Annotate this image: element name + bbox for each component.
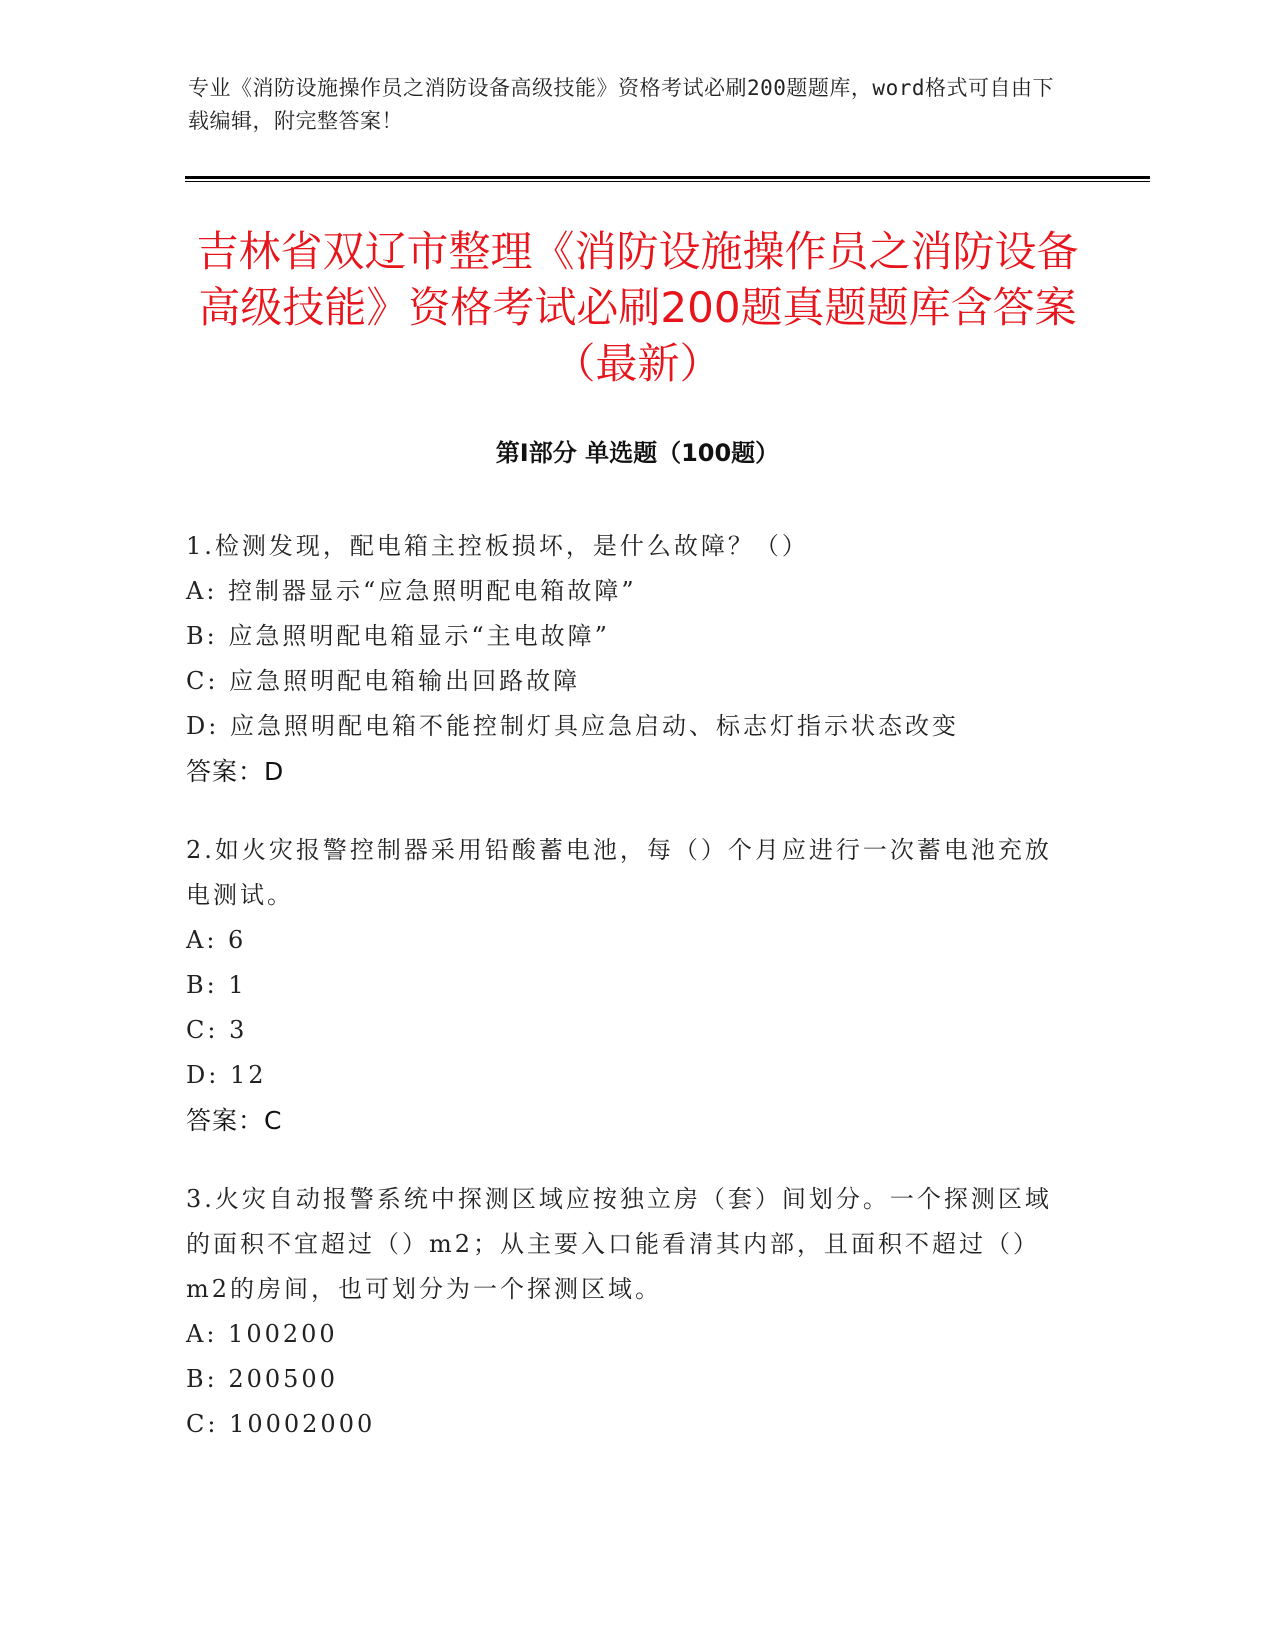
option-b: B: 1: [186, 971, 247, 999]
option-a: A: 6: [186, 926, 247, 954]
question-stem: 2.如火灾报警控制器采用铅酸蓄电池，每（）个月应进行一次蓄电池充放电测试。: [186, 836, 1052, 909]
section-title: 第I部分 单选题（100题）: [495, 439, 780, 467]
option-b: B: 应急照明配电箱显示“主电故障”: [186, 622, 610, 650]
question-1: [186, 524, 1066, 794]
answer-line: 答案：D: [186, 757, 285, 786]
option-c: C: 3: [186, 1016, 248, 1044]
question-list: [186, 524, 1066, 1481]
question-3: [186, 1177, 1066, 1447]
header-note: 专业《消防设施操作员之消防设备高级技能》资格考试必刷200题题库，word格式可自由下载编辑，附完整答案！: [188, 76, 1054, 133]
option-c: C: 10002000: [186, 1410, 376, 1438]
option-a: A: 100200: [186, 1320, 338, 1348]
option-c: C: 应急照明配电箱输出回路故障: [186, 667, 581, 695]
header-divider-thick: [185, 176, 1150, 179]
question-2: [186, 828, 1066, 1143]
question-stem: 1.检测发现，配电箱主控板损坏，是什么故障？（）: [186, 532, 809, 560]
option-d: D: 应急照明配电箱不能控制灯具应急启动、标志灯指示状态改变: [186, 712, 959, 740]
option-b: B: 200500: [186, 1365, 338, 1393]
question-stem: 3.火灾自动报警系统中探测区域应按独立房（套）间划分。一个探测区域的面积不宜超过（）m2；从主要入口能看清其内部，且面积不超过（）m2的房间，也可划分为一个探测区域。: [186, 1185, 1052, 1303]
option-a: A: 控制器显示“应急照明配电箱故障”: [186, 577, 637, 605]
document-title: 吉林省双辽市整理《消防设施操作员之消防设备高级技能》资格考试必刷200题真题题库含答案（最新）: [196, 227, 1079, 388]
header-divider-thin: [185, 181, 1150, 182]
answer-line: 答案：C: [186, 1106, 283, 1135]
option-d: D: 12: [186, 1061, 267, 1089]
